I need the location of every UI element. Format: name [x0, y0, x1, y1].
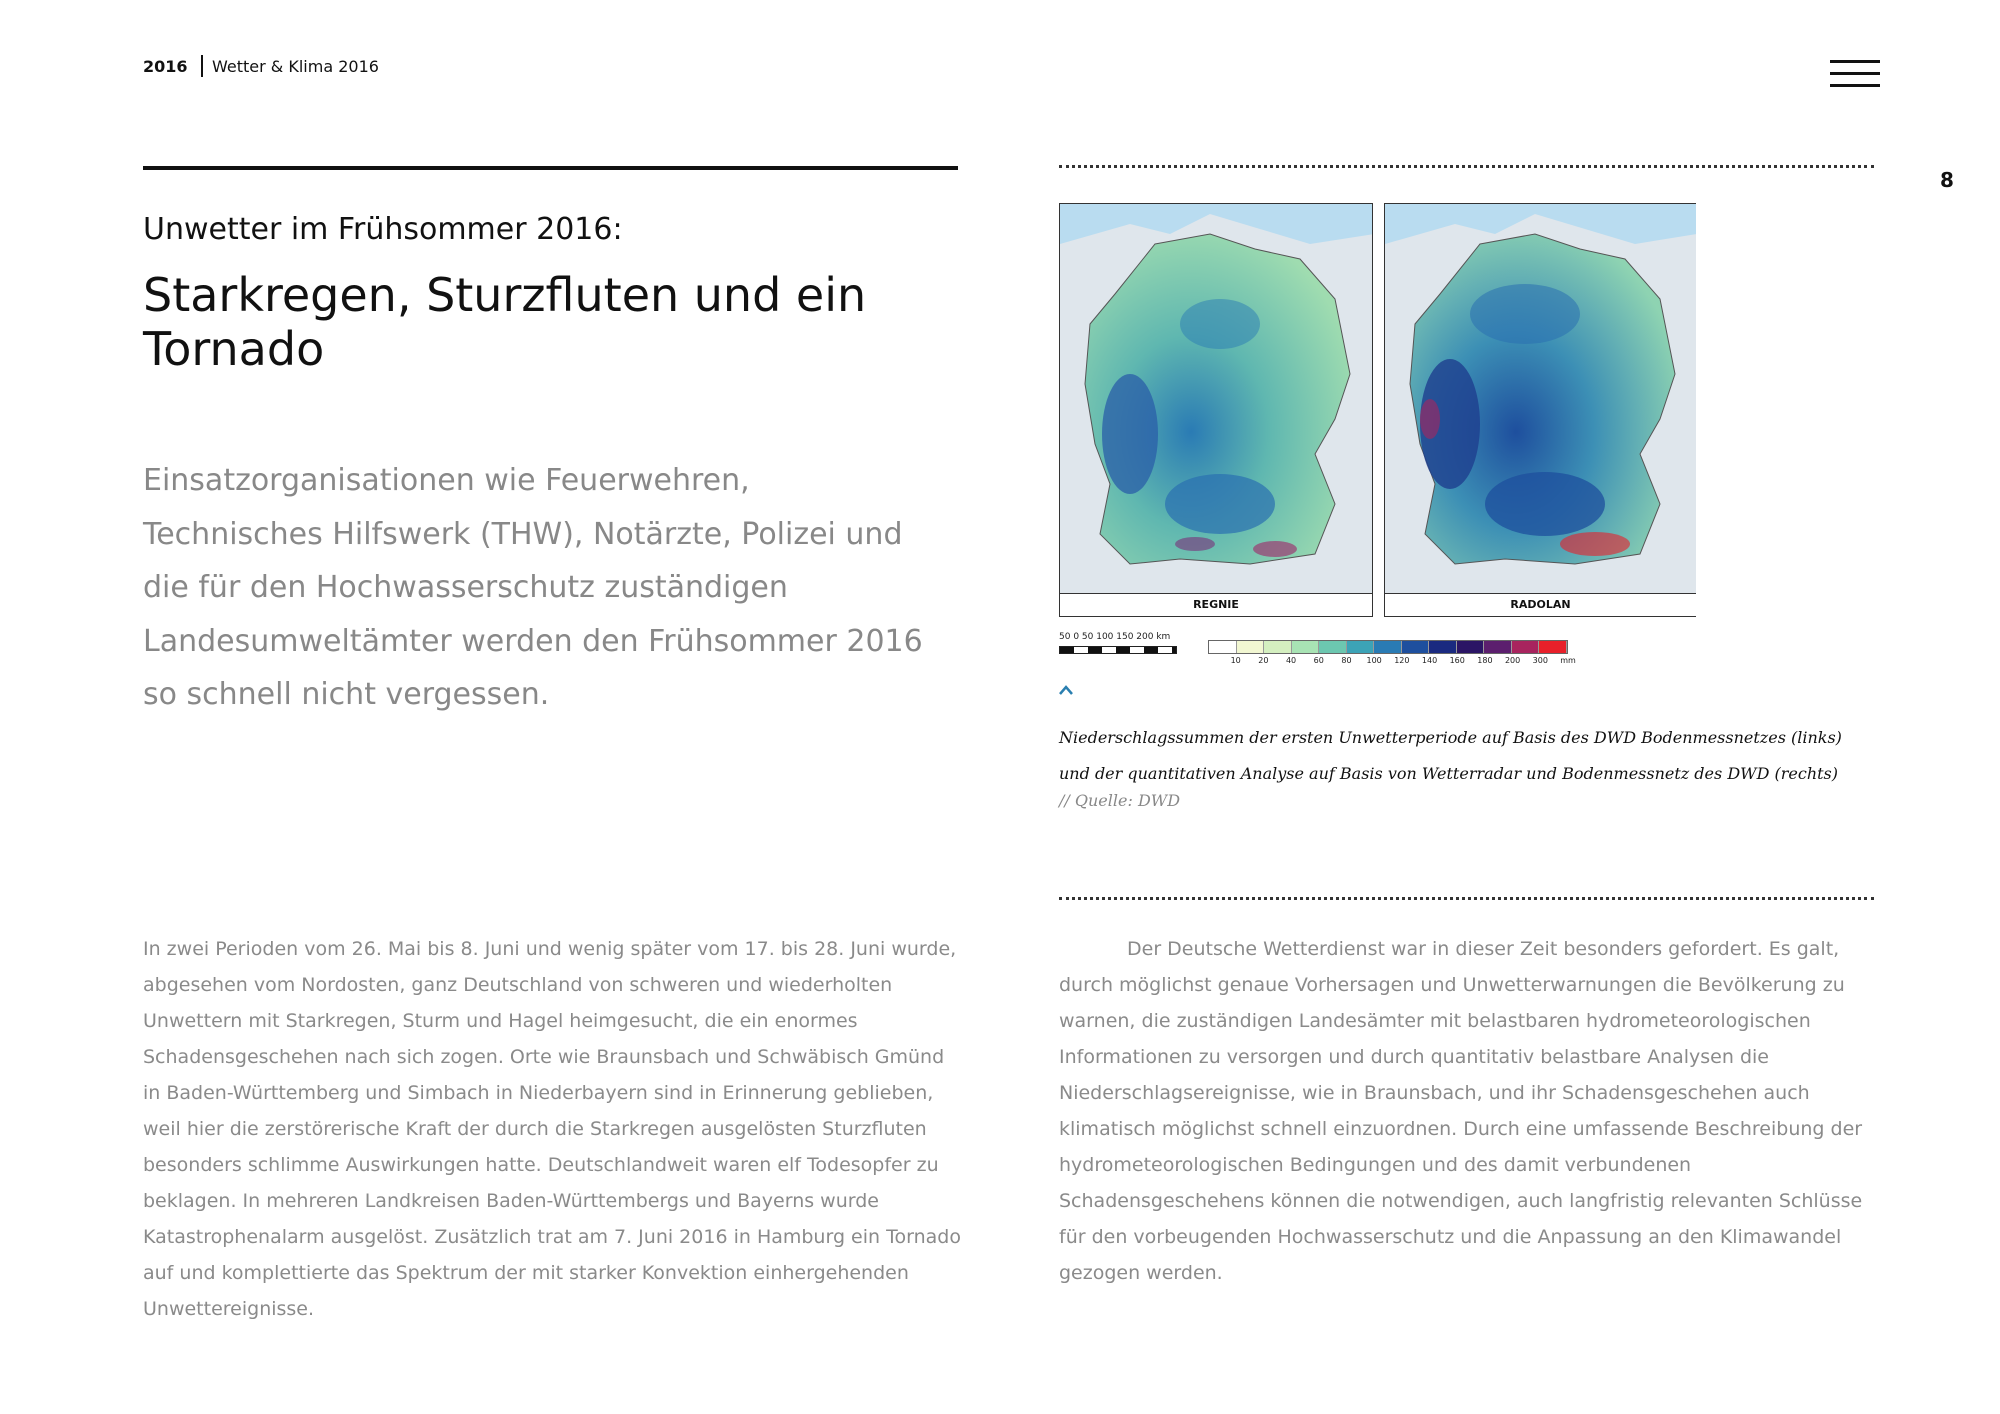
dotted-divider — [1059, 165, 1874, 168]
legend-tick-label: 300 — [1532, 656, 1548, 665]
legend-swatch — [1264, 641, 1292, 653]
legend-tick-label: 200 — [1504, 656, 1521, 665]
figure-caption: Niederschlagssummen der ersten Unwetterperiode auf Basis des DWD Bodenmessnetzes (links) und der quantitativen Analyse auf Basis von Wetterradar und Bodenmessnetz des DWD (rechts) — [1059, 728, 1842, 783]
legend-swatch — [1292, 641, 1320, 653]
legend-swatch — [1402, 641, 1430, 653]
legend-tick-label: 20 — [1258, 656, 1269, 665]
legend-tick-label: 10 — [1230, 656, 1241, 665]
legend-tick-label: 40 — [1285, 656, 1297, 665]
legend-tick-labels — [1208, 656, 1576, 668]
legend-swatch — [1237, 641, 1265, 653]
article-kicker: Unwetter im Frühsommer 2016: — [143, 212, 623, 247]
precipitation-map-regnie — [1059, 203, 1373, 617]
legend-tick-label: 60 — [1313, 656, 1324, 665]
legend-tick-label: 140 — [1421, 656, 1438, 665]
header-year: 2016 — [143, 57, 188, 76]
legend-swatch — [1539, 641, 1567, 653]
legend-swatch — [1209, 641, 1237, 653]
legend-tick-label: 120 — [1394, 656, 1410, 665]
map-label-left: REGNIE — [1060, 593, 1372, 616]
legend-tick-label: 160 — [1449, 656, 1465, 665]
scale-bar-label: 50 0 50 100 150 200 km — [1059, 632, 1171, 642]
legend-swatch — [1484, 641, 1512, 653]
dotted-divider — [1059, 897, 1874, 900]
legend-tick-label: 100 — [1366, 656, 1382, 665]
legend-swatch — [1512, 641, 1540, 653]
legend-swatch — [1457, 641, 1485, 653]
legend-swatch — [1319, 641, 1347, 653]
legend-color-bar — [1208, 640, 1568, 654]
chevron-up-icon[interactable] — [1058, 684, 1074, 696]
body-paragraph: In zwei Perioden vom 26. Mai bis 8. Juni und wenig später vom 17. bis 28. Juni wurde, abgesehen vom Nordosten, ganz Deutschland von schweren und wiederholten Unwettern mit Starkregen, Sturm und Hagel heimgesucht, die ein enormes Schadensgeschehen nach sich zogen. Orte wie Braunsbach und Schwäbisch Gmünd in Baden-Württemberg und Simbach in Niederbayern sind in Erinnerung geblieben, weil hier die zerstörerische Kraft der durch die Starkregen ausgelösten Sturzfluten besonders schlimme Auswirkungen hatte. Deutschlandweit waren elf Todesopfer zu beklagen. In mehreren Landkreisen Baden-Württembergs und Bayerns wurde Katastrophenalarm ausgelöst. Zusätzlich trat am 7. Juni 2016 in Hamburg ein Tornado auf und komplettierte das Spektrum der mit starker Konvektion einhergehenden Unwettereignisse. — [143, 938, 961, 1320]
section-rule — [143, 166, 958, 170]
legend-tick-label: mm — [1560, 656, 1576, 665]
figure-source: // Quelle: DWD — [1059, 791, 1181, 810]
page-number: 8 — [1940, 168, 1954, 192]
body-text-right — [1059, 931, 1879, 1291]
hamburger-menu-icon[interactable] — [1830, 60, 1880, 88]
germany-map-graphic — [1385, 204, 1696, 596]
article-headline: Starkregen, Sturzfluten und ein Tornado — [143, 268, 867, 376]
germany-map-graphic — [1060, 204, 1373, 596]
body-text-left — [143, 931, 963, 1327]
legend-tick-label: 180 — [1477, 656, 1493, 665]
legend-swatch — [1374, 641, 1402, 653]
precipitation-map-radolan — [1384, 203, 1696, 617]
article-lead: Einsatzorganisationen wie Feuerwehren, Technisches Hilfswerk (THW), Notärzte, Polizei und die für den Hochwasserschutz zuständigen Landesumweltämter werden den Frühsommer 2016 so schnell nicht vergessen. — [143, 463, 923, 712]
legend-tick-label: 80 — [1341, 656, 1352, 665]
legend-swatch — [1347, 641, 1375, 653]
header-separator — [201, 55, 203, 77]
map-label-right: RADOLAN — [1385, 593, 1696, 616]
legend-swatch — [1429, 641, 1457, 653]
map-scale-bar — [1059, 632, 1219, 672]
precipitation-legend — [1208, 640, 1576, 680]
body-paragraph: Der Deutsche Wetterdienst war in dieser Zeit besonders gefordert. Es galt, durch möglichst genaue Vorhersagen und Unwetterwarnungen die Bevölkerung zu warnen, die zuständigen Landesämter mit belastbaren hydrometeorologischen Informationen zu versorgen und durch quantitativ belastbare Analysen die Niederschlagsereignisse, wie in Braunsbach, und ihr Schadensgeschehen auch klimatisch möglichst schnell einzuordnen. Durch eine umfassende Beschreibung der hydrometeorologischen Bedingungen und des damit verbundenen Schadensgeschehens können die notwendigen, auch langfristig relevanten Schlüsse für den vorbeugenden Hochwasserschutz und die Anpassung an den Klimawandel gezogen werden. — [1059, 938, 1863, 1284]
scale-bar-graphic — [1059, 646, 1177, 654]
header-title: Wetter & Klima 2016 — [212, 57, 379, 76]
